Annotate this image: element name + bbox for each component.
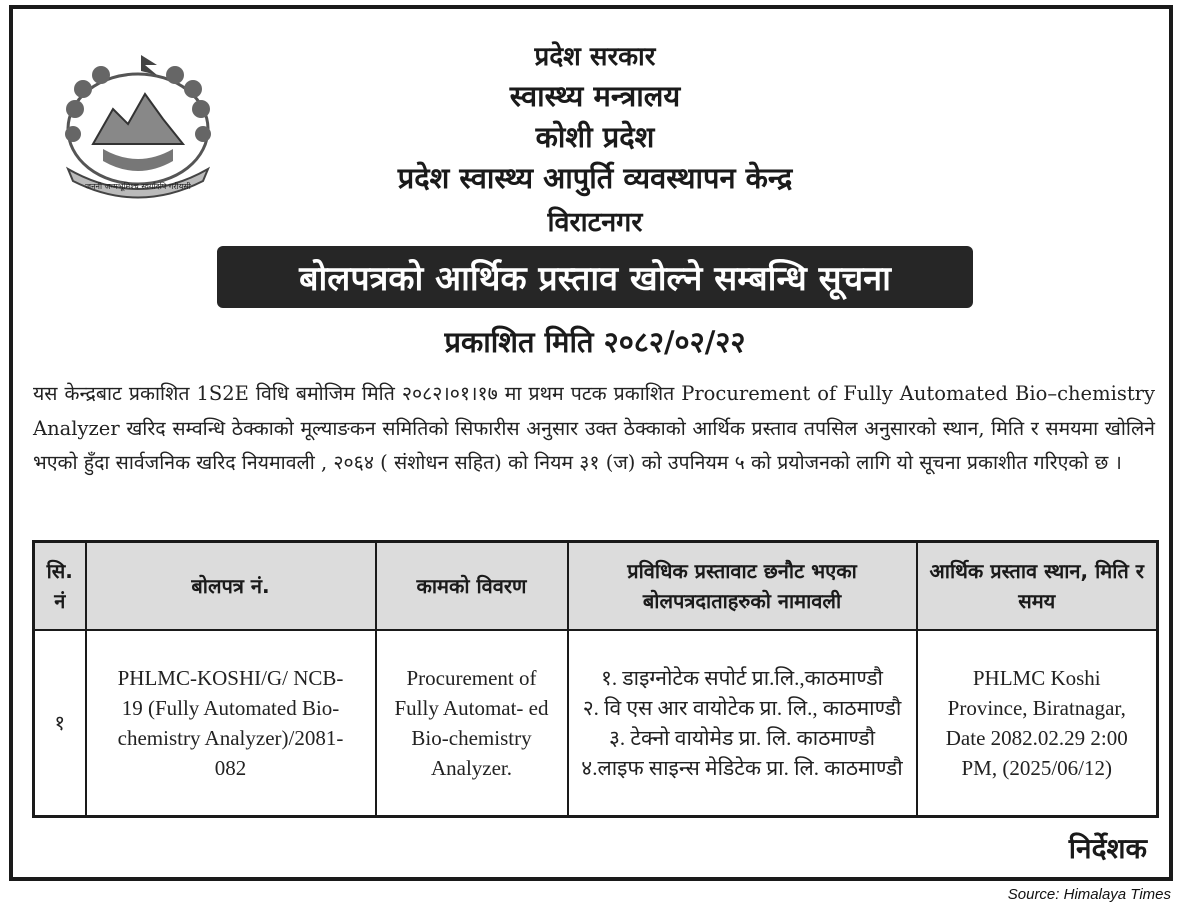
table-header-row xyxy=(34,542,1158,631)
header-selected-bidders: प्रविधिक प्रस्तावाट छनौट भएका बोलपत्रदाताहरुको नामावली xyxy=(568,542,917,631)
header-city: विराटनगर xyxy=(547,207,643,238)
bid-opening-table xyxy=(32,540,1159,818)
published-date: प्रकाशित मिति २०८२/०२/२२ xyxy=(444,325,746,359)
svg-text:जननी जन्मभूमिश्च स्वर्गादपि गर: जननी जन्मभूमिश्च स्वर्गादपि गरीयसी xyxy=(85,182,191,191)
bidder-item: ४.लाइफ साइन्स मेडिटेक प्रा. लि. काठमाण्डौ xyxy=(581,756,903,780)
cell-work-description: Procurement of Fully Automat- ed Bio-chemistry Analyzer. xyxy=(376,630,568,817)
header-serial-number: सि. नं xyxy=(34,542,86,631)
notice-body-paragraph: यस केन्द्रबाट प्रकाशित 1S2E विधि बमोजिम मिति २०८२।०१।१७ मा प्रथम पटक प्रकाशित Procurement of Fully Automated Bio–chemistry Analyzer खरिद सम्वन्धि ठेक्काको मूल्याङकन समितिको सिफारीस अनुसार उक्त ठेक्काको आर्थिक प्रस्ताव तपसिल अनुसारको स्थान, मिति र समयमा खोलिने भएको हुँदा सार्वजनिक खरिद नियमावली , २०६४ ( संशोधन सहित) को नियम ३१ (ज) को उपनियम ५ को प्रयोजनको लागि यो सूचना प्रकाशीत गरिएको छ । xyxy=(33,382,1155,474)
header-opening-place-date-time: आर्थिक प्रस्ताव स्थान, मिति र समय xyxy=(917,542,1158,631)
cell-serial-number: १ xyxy=(34,630,86,817)
header-bid-number: बोलपत्र नं. xyxy=(86,542,376,631)
table-row xyxy=(34,630,1158,817)
cell-opening-details: PHLMC Koshi Province, Biratnagar, Date 2082.02.29 2:00 PM, (2025/06/12) xyxy=(917,630,1158,817)
bidder-item: १. डाइग्नोटेक सपोर्ट प्रा.लि.,काठमाण्डौ xyxy=(601,666,883,690)
header-work-description: कामको विवरण xyxy=(376,542,568,631)
bidder-item: ३. टेक्नो वायोमेड प्रा. लि. काठमाण्डौ xyxy=(608,726,876,750)
header-ministry: स्वास्थ्य मन्त्रालय xyxy=(509,79,681,113)
cell-bidder-list xyxy=(568,630,917,817)
notice-title-banner: बोलपत्रको आर्थिक प्रस्ताव खोल्ने सम्बन्धि सूचना xyxy=(217,246,973,308)
signature-designation: निर्देशक xyxy=(1068,832,1147,865)
header-office-name: प्रदेश स्वास्थ्य आपुर्ति व्यवस्थापन केन्द्र xyxy=(397,161,793,195)
cell-bid-number: PHLMC-KOSHI/G/ NCB-19 (Fully Automated Bio-chemistry Analyzer)/2081-082 xyxy=(86,630,376,817)
notice-frame xyxy=(9,5,1173,881)
source-credit: Source: Himalaya Times xyxy=(1007,886,1171,903)
header-province-name: कोशी प्रदेश xyxy=(535,120,655,154)
header-province-government: प्रदेश सरकार xyxy=(534,42,656,72)
bidder-item: २. वि एस आर वायोटेक प्रा. लि., काठमाण्डौ xyxy=(582,696,902,720)
